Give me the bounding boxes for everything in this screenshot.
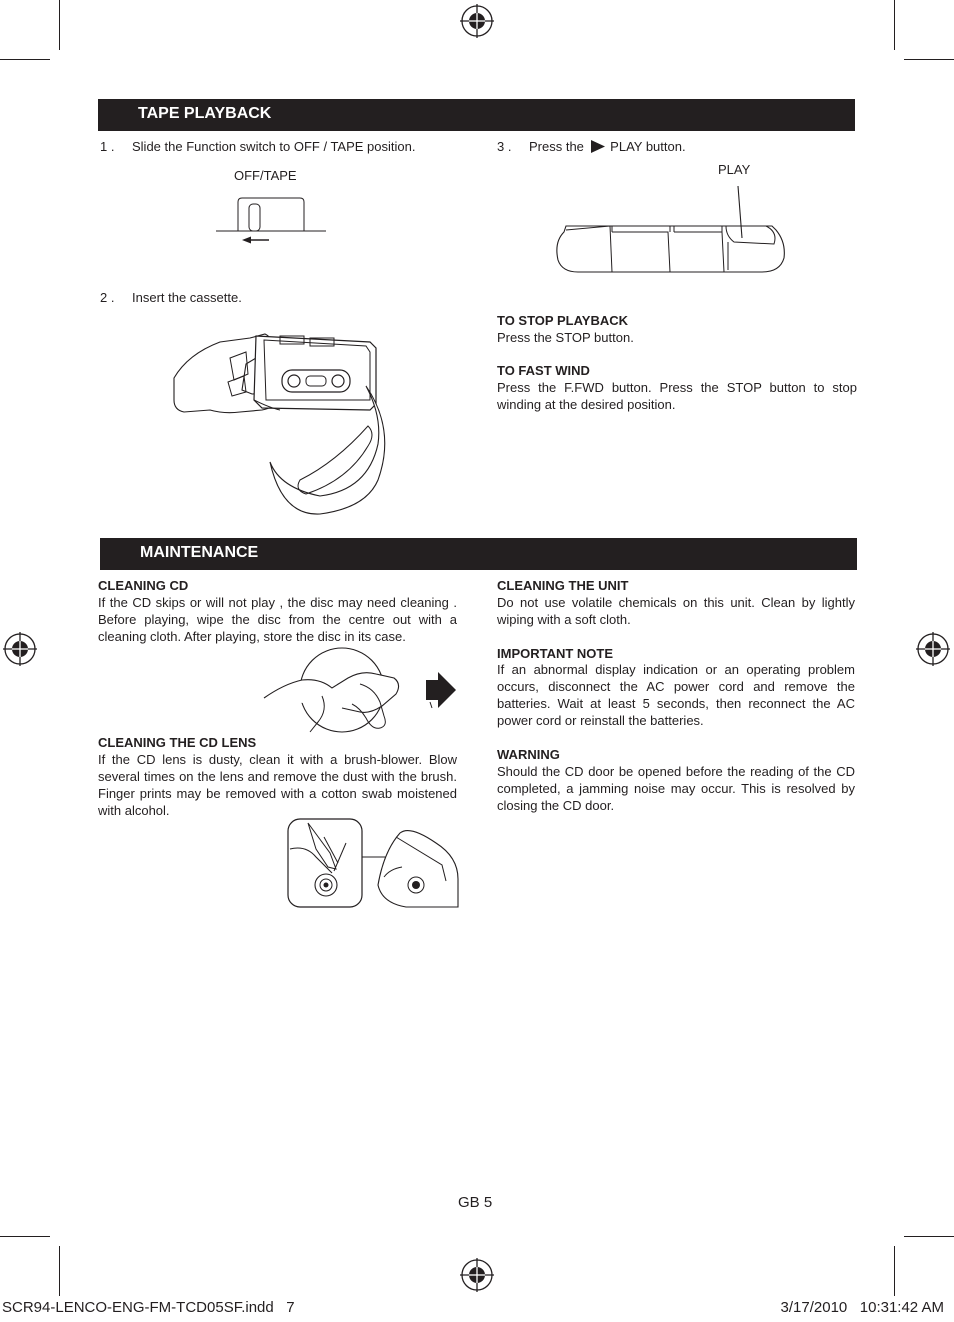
cleaning-cd-heading: CLEANING CD xyxy=(98,578,189,593)
crop-mark xyxy=(59,1246,60,1296)
registration-mark-icon xyxy=(916,632,950,666)
play-button-illustration xyxy=(552,180,788,276)
registration-mark-icon xyxy=(460,4,494,38)
cd-wiping-illustration xyxy=(262,648,458,736)
fast-wind-body: Press the F.FWD button. Press the STOP button to stop winding at the desired position. xyxy=(497,380,857,412)
warning-body: Should the CD door be opened before the reading of the CD completed, a jamming noise may occur. This is resolved by closing the CD door. xyxy=(497,764,855,813)
step-text-after: PLAY button. xyxy=(610,139,686,154)
cleaning-cd-body: If the CD skips or will not play , the disc may need cleaning . Before playing, wipe the disc from the centre out with a cleaning cloth. After playing, store the disc in its case. xyxy=(98,595,457,644)
section-header-tape-playback xyxy=(98,99,855,131)
function-switch-illustration xyxy=(214,196,328,246)
cleaning-lens-body: If the CD lens is dusty, clean it with a brush-blower. Blow several times on the lens and remove the dust with the brush. Finger prints may be removed with a cotton swab moistened with alcohol. xyxy=(98,752,457,818)
cleaning-unit-body: Do not use volatile chemicals on this unit. Clean by lightly wiping with a soft cloth. xyxy=(497,595,855,627)
stop-playback-body: Press the STOP button. xyxy=(497,330,634,345)
stop-playback-heading: TO STOP PLAYBACK xyxy=(497,313,628,328)
section-header-maintenance xyxy=(100,538,857,570)
important-note-heading: IMPORTANT NOTE xyxy=(497,646,614,661)
registration-mark-icon xyxy=(3,632,37,666)
cassette-insert-illustration xyxy=(170,330,392,516)
step-text-before: Press the xyxy=(529,139,584,154)
step-text: Insert the cassette. xyxy=(132,290,242,305)
crop-mark xyxy=(894,0,895,50)
footer-filename: SCR94-LENCO-ENG-FM-TCD05SF.indd 7 xyxy=(2,1299,295,1316)
crop-mark xyxy=(894,1246,895,1296)
step-text: Slide the Function switch to OFF / TAPE position. xyxy=(132,139,416,154)
step-number: 3 . xyxy=(497,139,512,154)
figure-label-off-tape: OFF/TAPE xyxy=(234,168,297,183)
cleaning-lens-heading: CLEANING THE CD LENS xyxy=(98,735,257,750)
warning-heading: WARNING xyxy=(497,747,560,762)
section-title: TAPE PLAYBACK xyxy=(138,105,272,122)
play-triangle-icon xyxy=(590,140,606,153)
step-number: 1 . xyxy=(100,139,115,154)
registration-mark-icon xyxy=(460,1258,494,1292)
section-title: MAINTENANCE xyxy=(140,544,259,561)
important-note-body: If an abnormal display indication or an operating problem occurs, disconnect the AC power cord and remove the batteries. Wait at least 5 seconds, then reconnect the AC power cord or reinstall the batteries. xyxy=(497,662,855,728)
lens-cleaning-illustration xyxy=(286,817,460,911)
page-number: GB 5 xyxy=(458,1194,493,1211)
crop-mark xyxy=(59,0,60,50)
crop-mark xyxy=(904,1236,954,1237)
cleaning-unit-heading: CLEANING THE UNIT xyxy=(497,578,629,593)
fast-wind-heading: TO FAST WIND xyxy=(497,363,590,378)
step-text xyxy=(529,138,686,155)
figure-label-play: PLAY xyxy=(718,162,751,177)
step-number: 2 . xyxy=(100,290,115,305)
footer-timestamp: 3/17/2010 10:31:42 AM xyxy=(780,1299,944,1316)
crop-mark xyxy=(904,59,954,60)
crop-mark xyxy=(0,1236,50,1237)
crop-mark xyxy=(0,59,50,60)
